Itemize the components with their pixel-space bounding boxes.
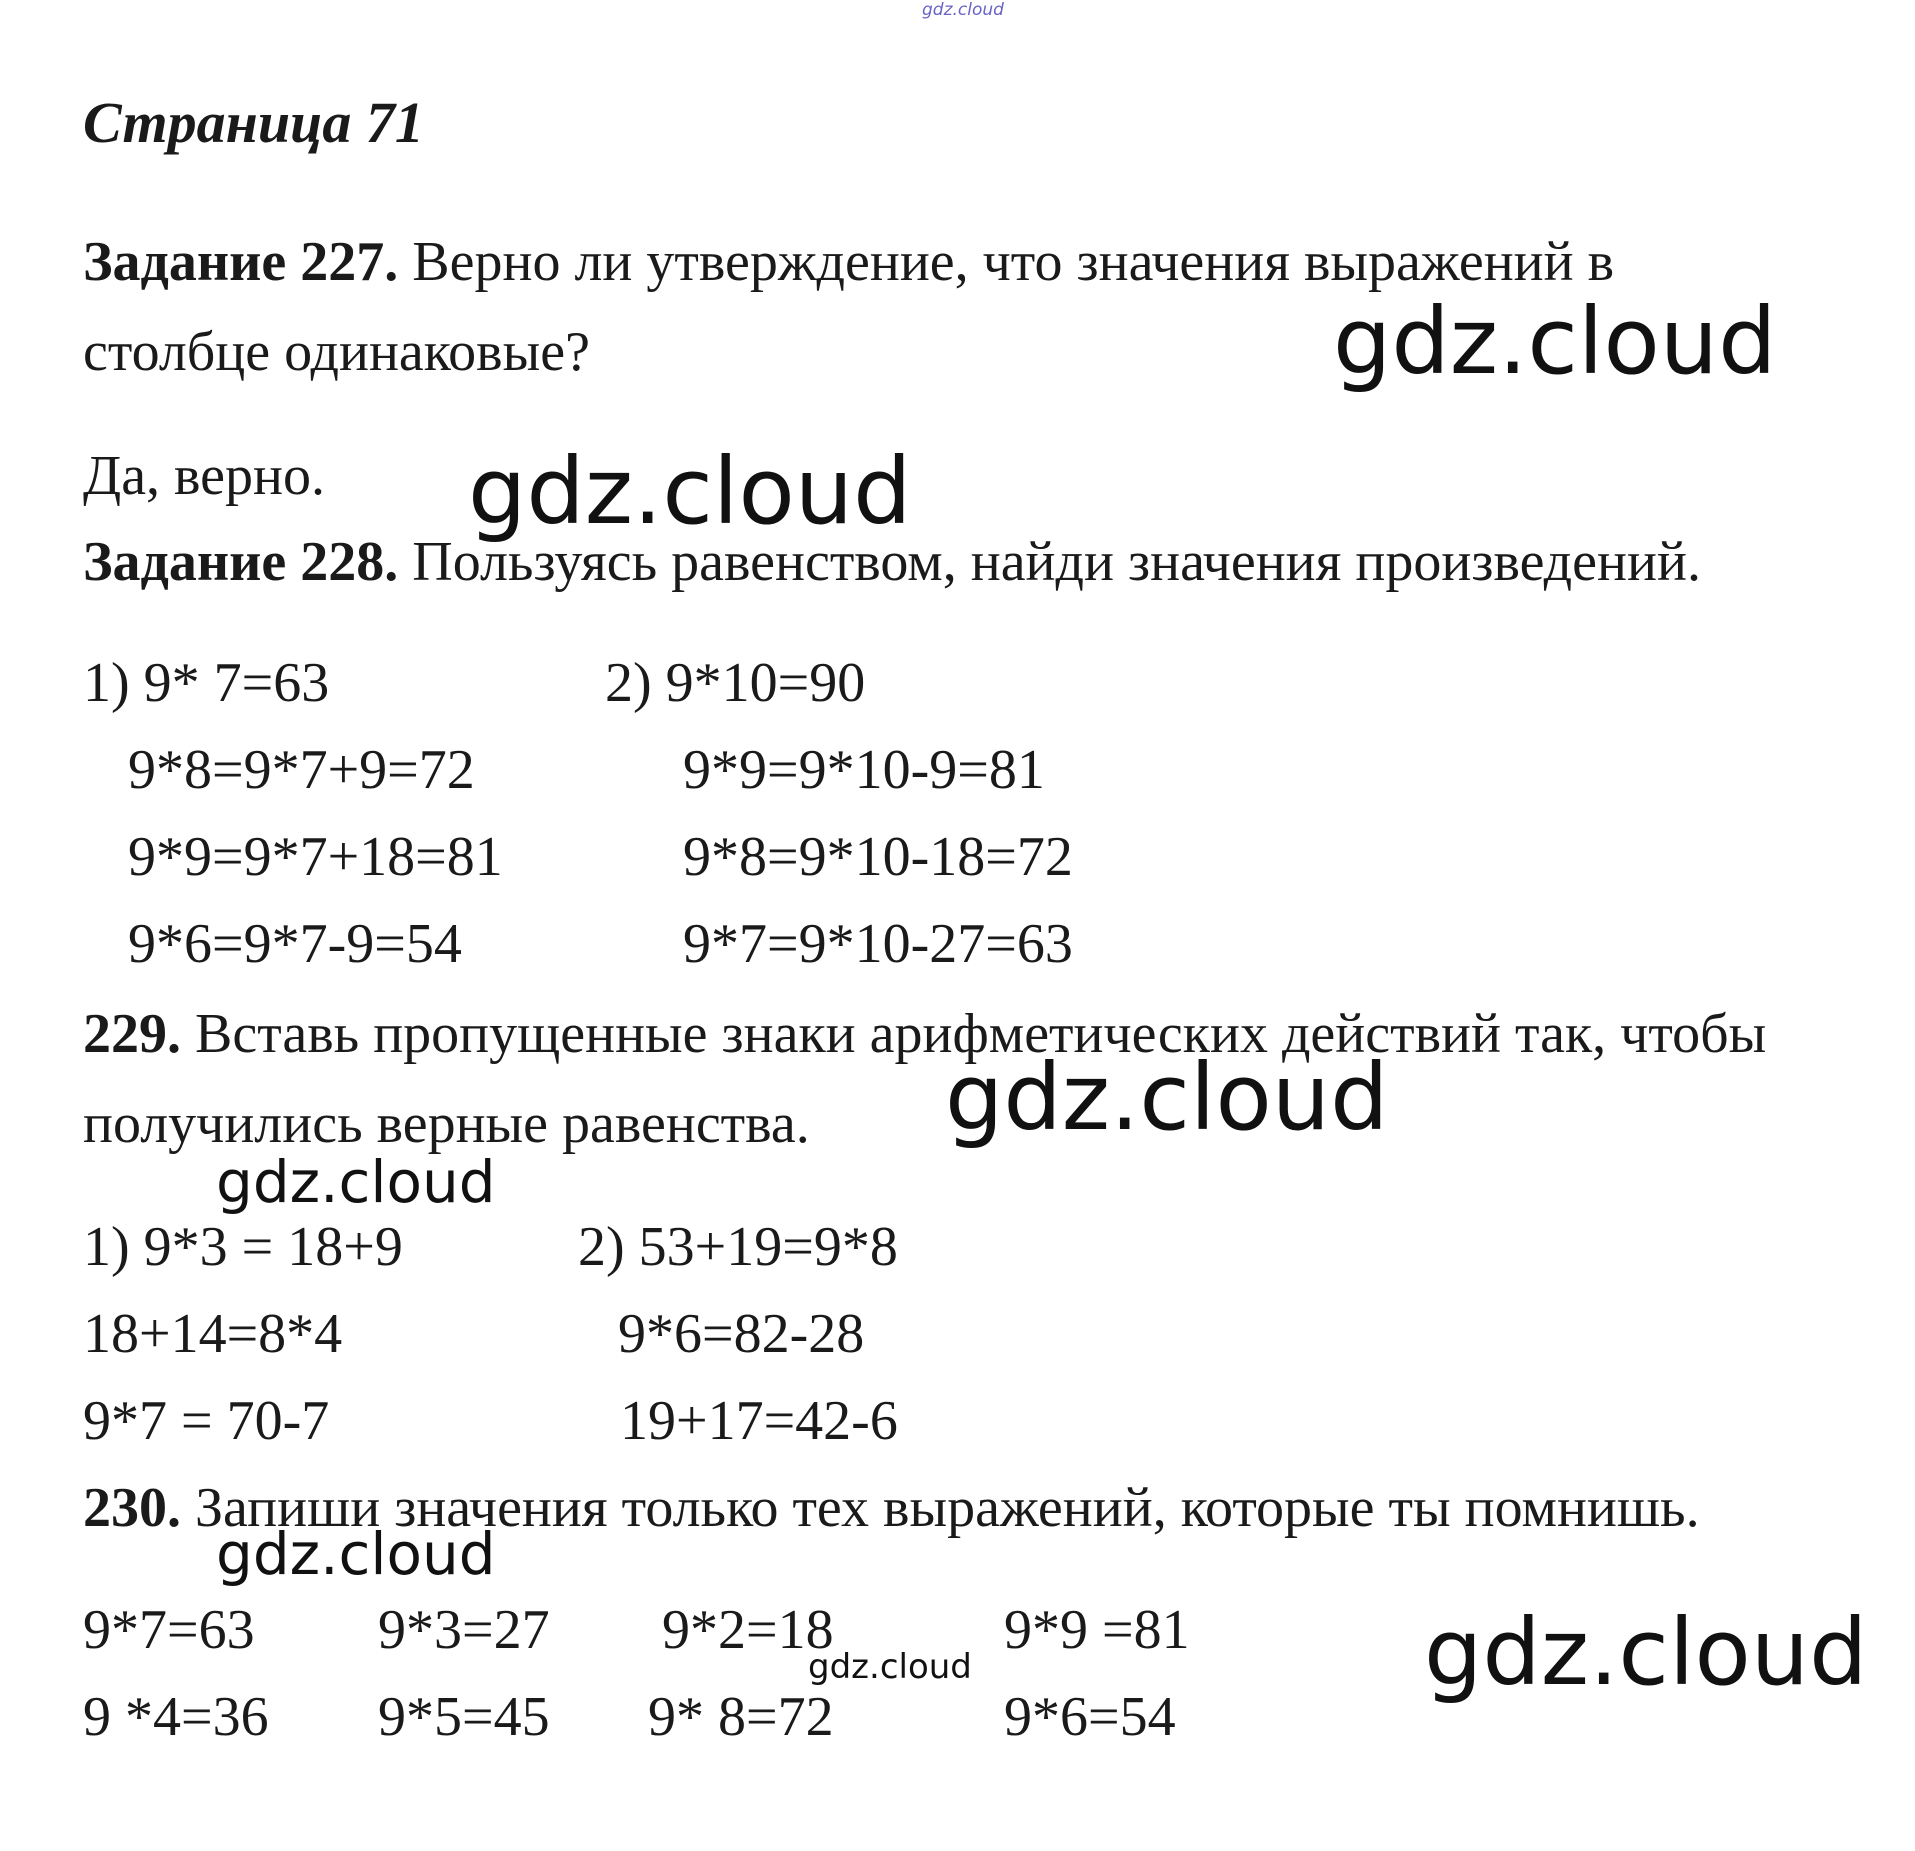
task-228-col1-line: 1) 9* 7=63 (83, 652, 330, 714)
task-230-row2-cell: 9*6=54 (1004, 1686, 1176, 1748)
task-229-line1 (83, 1003, 1767, 1065)
task-227-text: Верно ли утверждение, что значения выражений в (412, 231, 1615, 293)
task-228-label: Задание 228. (83, 531, 399, 593)
task-229-label: 229. (83, 1003, 181, 1065)
task-229-col2-line: 9*6=82-28 (618, 1303, 865, 1365)
task-228-col2-line: 2) 9*10=90 (605, 652, 866, 714)
watermark: gdz.cloud (1333, 288, 1777, 395)
task-229-text: Вставь пропущенные знаки арифметических действий так, чтобы (195, 1003, 1767, 1065)
task-230-row2-cell: 9 *4=36 (83, 1686, 269, 1748)
task-229-col1-line: 18+14=8*4 (83, 1303, 343, 1365)
watermark: gdz.cloud (216, 1520, 496, 1588)
task-228-col1-line: 9*6=9*7-9=54 (128, 913, 462, 975)
watermark: gdz.cloud (216, 1148, 496, 1216)
watermark: gdz.cloud (945, 1044, 1389, 1151)
task-228-col2-line: 9*9=9*10-9=81 (683, 739, 1045, 801)
task-228-col1-line: 9*9=9*7+18=81 (128, 826, 503, 888)
watermark: gdz.cloud (808, 1647, 972, 1687)
task-230-row1-cell: 9*9 =81 (1004, 1599, 1190, 1661)
watermark-top: gdz.cloud (922, 0, 1004, 20)
watermark: gdz.cloud (468, 438, 912, 545)
task-230-row1-cell: 9*3=27 (378, 1599, 550, 1661)
task-227-line1 (83, 231, 1615, 293)
task-227-label: Задание 227. (83, 231, 399, 293)
task-230-row1-cell: 9*2=18 (662, 1599, 834, 1661)
task-229-col1-line: 1) 9*3 = 18+9 (83, 1216, 403, 1278)
task-229-col2-line: 2) 53+19=9*8 (578, 1216, 898, 1278)
page-title: Страница 71 (83, 90, 424, 155)
task-227-line2: столбце одинаковые? (83, 321, 590, 383)
watermark: gdz.cloud (1424, 1599, 1868, 1706)
task-229-col2-line: 19+17=42-6 (620, 1390, 898, 1452)
task-228-col1-line: 9*8=9*7+9=72 (128, 739, 475, 801)
task-230-row2-cell: 9* 8=72 (648, 1686, 834, 1748)
task-228-col2-line: 9*7=9*10-27=63 (683, 913, 1073, 975)
task-228-col2-line: 9*8=9*10-18=72 (683, 826, 1073, 888)
task-229-line2: получились верные равенства. (83, 1093, 810, 1155)
task-230-row1-cell: 9*7=63 (83, 1599, 255, 1661)
task-227-answer: Да, верно. (83, 445, 325, 507)
task-228-text: Пользуясь равенством, найди значения произведений. (412, 531, 1701, 593)
task-230-row2-cell: 9*5=45 (378, 1686, 550, 1748)
task-230-text: Запиши значения только тех выражений, которые ты помнишь. (195, 1477, 1700, 1539)
task-230-label: 230. (83, 1477, 181, 1539)
task-229-col1-line: 9*7 = 70-7 (83, 1390, 330, 1452)
